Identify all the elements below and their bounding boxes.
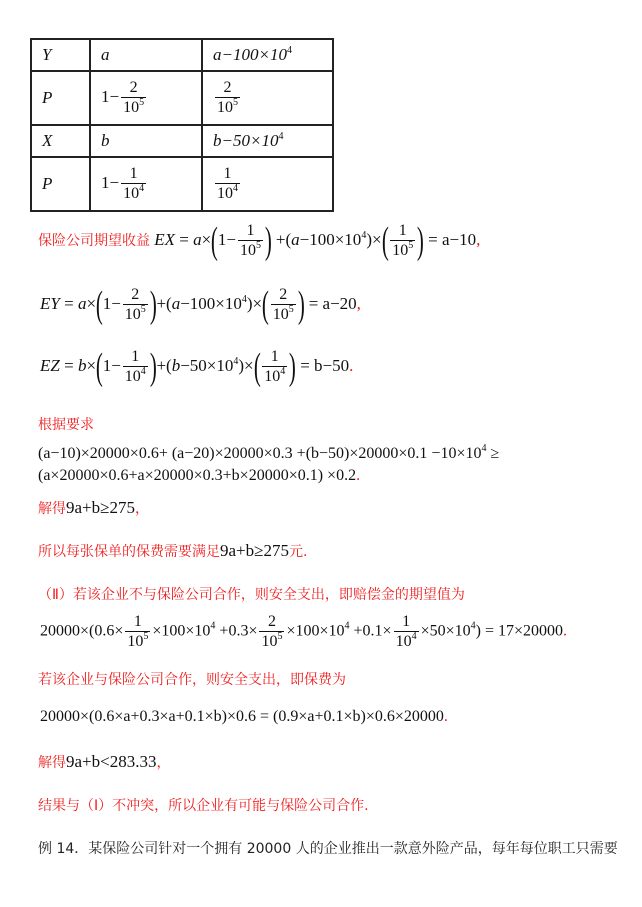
ex-lhs: EX: [154, 229, 176, 249]
exponent: 4: [233, 183, 238, 194]
numerator: 2: [223, 79, 232, 96]
row-label: P: [31, 71, 90, 125]
conclusion1-math: 9a+b≥275: [220, 541, 289, 560]
fraction: [121, 166, 146, 202]
ez-result: = b−50: [300, 355, 350, 375]
denominator: [215, 97, 240, 116]
ey-equation: EY = a×(1− $\frac{2}{10^5}$ )$+(a-100\times 10^4)\times$( $\frac{2}{10^5}$ ) = a−20,: [40, 284, 361, 326]
solve-line-1: 解得9a+b≥275，: [38, 498, 149, 517]
cell-value: [202, 71, 333, 125]
cell-value: a: [90, 39, 202, 71]
exponent: 4: [139, 183, 145, 194]
cell-prefix: 1−: [101, 172, 120, 192]
ey-lhs: EY: [40, 293, 60, 313]
requirement-label: 根据要求: [38, 417, 94, 433]
conclusion1-post: 元.: [288, 544, 308, 560]
solve1-label: 解得: [38, 501, 66, 517]
numerator: 1: [129, 165, 138, 182]
den-base: 10: [123, 185, 140, 202]
fraction: [121, 80, 146, 116]
final-conclusion: 结果与（Ⅰ）不冲突，所以企业有可能与保险公司合作.: [38, 798, 369, 814]
solve1-math: 9a+b≥275: [66, 498, 135, 517]
ey-result: = a−20: [308, 293, 357, 313]
solve2-label: 解得: [38, 755, 66, 771]
den-base: 10: [123, 99, 140, 116]
conclusion1-pre: 所以每张保单的保费需要满足: [38, 544, 220, 560]
denominator: [215, 183, 240, 202]
exponent: 4: [278, 131, 284, 142]
exponent: 5: [139, 97, 145, 108]
denominator: [121, 97, 146, 116]
part2-intro: （Ⅱ）若该企业不与保险公司合作，则安全支出，即赔偿金的期望值为: [38, 587, 465, 603]
distribution-table: [30, 38, 334, 212]
ex-equation: 保险公司期望收益 EX = a×(1− $\frac{1}{10^5}$ ) $+(a-100\times 10^4)\times$( $\frac{1}{10^5}$ ) = a−10,: [38, 220, 481, 262]
inequality-line-2: (a×20000×0.6+a×20000×0.3+b×20000×0.1) ×0.2.: [38, 467, 361, 484]
denominator: [121, 183, 146, 202]
fraction: [215, 166, 240, 202]
premium-text: 20000×(0.6×a+0.3×a+0.1×b)×0.6 = (0.9×a+0.1×b)×0.6×20000: [40, 708, 444, 725]
solve-line-2: 解得9a+b<283.33，: [38, 752, 171, 771]
den-base: 10: [217, 99, 233, 116]
ex-result: = a−10: [428, 229, 477, 249]
cell-value: b: [90, 125, 202, 157]
row-label: P: [31, 157, 90, 211]
cell-base: a−100×10: [213, 45, 287, 64]
solve2-math: 9a+b<283.33: [66, 752, 157, 771]
cell-value: [90, 157, 202, 211]
ineq1-end: ≥: [486, 445, 500, 462]
cell-prefix: 1−: [101, 86, 120, 106]
cooperation-label: 若该企业与保险公司合作，则安全支出，即保费为: [38, 672, 346, 688]
ineq1-text: (a−10)×20000×0.6+ (a−20)×20000×0.3 +(b−50)×20000×0.1 −10×10: [38, 445, 482, 462]
exponent: 5: [233, 97, 238, 108]
cell-value: [90, 71, 202, 125]
numerator: 1: [223, 165, 232, 182]
row-label: Y: [31, 39, 90, 71]
ez-equation: EZ = b×(1− $\frac{1}{10^4}$ )$+(b-50\times 10^4)\times$( $\frac{1}{10^4}$ ) = b−50.: [40, 346, 354, 388]
inequality-line-1: [38, 445, 499, 463]
den-base: 10: [217, 185, 233, 202]
exponent: 4: [481, 443, 487, 454]
ineq2-text: (a×20000×0.6+a×20000×0.3+b×20000×0.1) ×0.2: [38, 467, 357, 484]
conclusion-line-1: [38, 541, 307, 561]
example-14-text: 例 14．某保险公司针对一个拥有 20000 人的企业推出一款意外险产品，每年每位职工只需要: [38, 841, 618, 857]
cell-value: [202, 125, 333, 157]
fraction: [215, 80, 240, 116]
premium-equation: 20000×(0.6×a+0.3×a+0.1×b)×0.6 = (0.9×a+0.1×b)×0.6×20000.: [40, 708, 448, 725]
ex-label: 保险公司期望收益: [38, 232, 150, 249]
compensation-equation: 20000×(0.6× $\frac{1}{10^5}$ $\times 100\times 10^4 +0.3\times$ $\frac{2}{10^5}$ $\times 100\times 10^4 +0.1\times$ $\frac{1}{10^4}$ $\times 50\times 10^4) = 17\times 20000$.: [40, 613, 567, 650]
cell-value: [202, 39, 333, 71]
cell-base: b−50×10: [213, 131, 279, 150]
row-label: X: [31, 125, 90, 157]
cell-value: [202, 157, 333, 211]
exponent: 4: [286, 45, 292, 56]
numerator: 2: [129, 79, 138, 96]
ez-lhs: EZ: [40, 355, 60, 375]
